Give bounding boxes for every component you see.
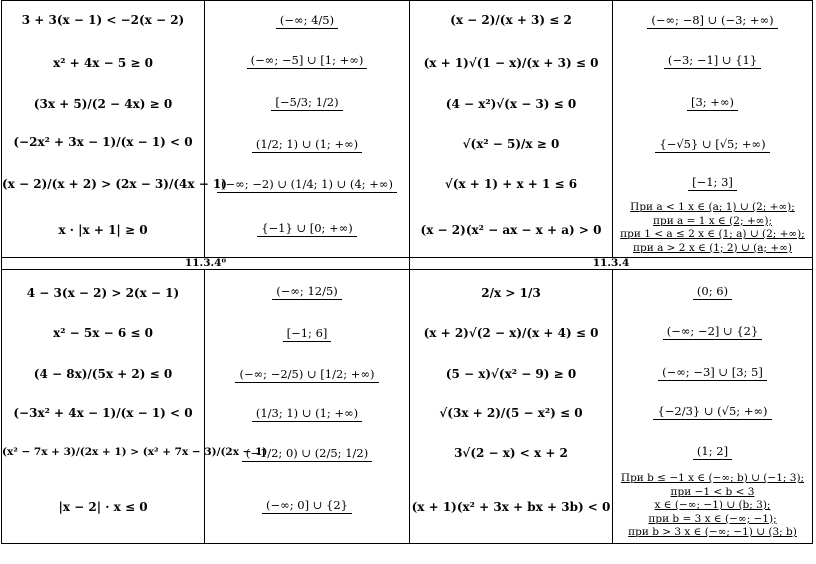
exercise: (x − 2)/(x + 2) > (2x − 3)/(4x − 1) <box>2 177 227 191</box>
answer: (−∞; 12/5) <box>272 284 342 300</box>
exercise: (x − 2)/(x + 3) ≤ 2 <box>450 13 572 27</box>
answer: (−1/2; 0) ∪ (2/5; 1/2) <box>242 446 372 462</box>
parameter-answer <box>613 201 812 255</box>
answer: [−5/3; 1/2) <box>271 95 342 111</box>
bottom-exercises-column <box>2 270 268 543</box>
answer: [3; +∞) <box>687 95 738 111</box>
exercise: x · |x + 1| ≥ 0 <box>58 223 148 237</box>
answer: {−√5} ∪ [√5; +∞) <box>655 137 769 153</box>
bottom-answers-column-2 <box>613 270 812 543</box>
section-label: 11.3.4⁰ <box>184 257 227 269</box>
note-line: при a = 1 x ∈ (2; +∞); <box>652 214 772 227</box>
answer: (−∞; 0] ∪ {2} <box>262 498 352 514</box>
exercise: √(x + 1) + x + 1 ≤ 6 <box>444 177 578 191</box>
answer: [−1; 3] <box>688 175 737 191</box>
answer: (−∞; 4/5) <box>276 13 338 29</box>
exercise: x² − 5x − 6 ≤ 0 <box>53 326 153 340</box>
answer: (−∞; −8] ∪ (−3; +∞) <box>647 13 777 29</box>
exercise: (5 − x)√(x² − 9) ≥ 0 <box>445 367 577 381</box>
answer: {−1} ∪ [0; +∞) <box>257 221 357 237</box>
answer: (−3; −1] ∪ {1} <box>664 53 761 69</box>
note-line: при a > 2 x ∈ (1; 2) ∪ (a; +∞) <box>633 241 792 254</box>
exercise: (x + 1)(x² + 3x + bx + 3b) < 0 <box>411 500 611 514</box>
note-line: при b = 3 x ∈ (−∞; −1); <box>648 512 777 525</box>
answer: (1/3; 1) ∪ (1; +∞) <box>252 406 362 422</box>
exercise: (−2x² + 3x − 1)/(x − 1) < 0 <box>13 135 193 149</box>
answer: [−1; 6] <box>283 326 332 342</box>
table-grid <box>1 0 813 544</box>
answer: (−∞; −2) ∪ (1/4; 1) ∪ (4; +∞) <box>217 177 397 193</box>
answer: (0; 6) <box>693 284 732 300</box>
note-line: При b ≤ −1 x ∈ (−∞; b) ∪ (−1; 3); <box>620 472 805 484</box>
exercise: (4 − 8x)/(5x + 2) ≤ 0 <box>33 367 173 381</box>
answer: {−2/3} ∪ (√5; +∞) <box>653 404 771 420</box>
exercise: (x + 2)√(2 − x)/(x + 4) ≤ 0 <box>423 326 599 340</box>
answer: (1; 2] <box>693 444 732 460</box>
exercise: (3x + 5)/(2 − 4x) ≥ 0 <box>33 97 173 111</box>
exercise: |x − 2| · x ≤ 0 <box>58 500 148 514</box>
note-line: x ∈ (−∞; −1) ∪ (b; 3); <box>654 499 771 511</box>
exercise: (4 − x²)√(x − 3) ≤ 0 <box>445 97 577 111</box>
answer: (−∞; −2] ∪ {2} <box>663 324 763 340</box>
section-label: 11.3.4 <box>592 257 630 269</box>
exercise: (x + 1)√(1 − x)/(x + 3) ≤ 0 <box>423 56 599 70</box>
exercise: 3 + 3(x − 1) < −2(x − 2) <box>21 13 185 27</box>
answer: (1/2; 1) ∪ (1; +∞) <box>252 137 362 153</box>
bottom-answers-column <box>205 270 409 543</box>
bottom-exercises-column-2 <box>410 270 612 543</box>
exercise: x² + 4x − 5 ≥ 0 <box>53 56 153 70</box>
answer: (−∞; −3] ∪ [3; 5] <box>658 365 767 381</box>
answer: (−∞; −5] ∪ [1; +∞) <box>247 53 368 69</box>
note-line: при b > 3 x ∈ (−∞; −1) ∪ (3; b) <box>628 526 797 538</box>
note-line: При a < 1 x ∈ (a; 1) ∪ (2; +∞); <box>630 201 795 213</box>
exercise: √(x² − 5)/x ≥ 0 <box>462 137 560 151</box>
parameter-answer <box>613 472 812 540</box>
exercise: (x − 2)(x² − ax − x + a) > 0 <box>420 223 602 237</box>
note-line: при 1 < a ≤ 2 x ∈ (1; a) ∪ (2; +∞); <box>620 228 805 240</box>
answer: (−∞; −2/5) ∪ [1/2; +∞) <box>235 367 378 383</box>
exercise: 2/x > 1/3 <box>481 286 541 300</box>
exercise: (−3x² + 4x − 1)/(x − 1) < 0 <box>13 406 193 420</box>
note-line: при −1 < b < 3 <box>670 485 755 498</box>
exercise: 4 − 3(x − 2) > 2(x − 1) <box>26 286 180 300</box>
exercise: (x² − 7x + 3)/(2x + 1) > (x² + 7x − 3)/(2x − 1) <box>2 446 268 458</box>
exercise: 3√(2 − x) < x + 2 <box>454 446 568 460</box>
exercise: √(3x + 2)/(5 − x²) ≤ 0 <box>439 406 583 420</box>
